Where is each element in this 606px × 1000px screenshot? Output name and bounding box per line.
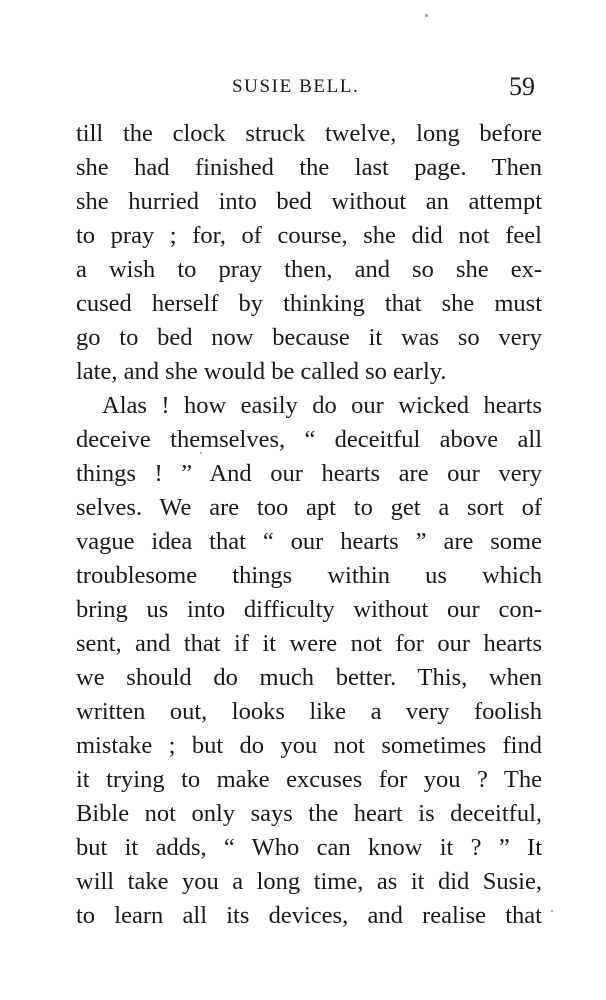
text-line: till the clock struck twelve, long before [76, 120, 542, 147]
text-line: written out, looks like a very foolish [76, 698, 542, 725]
paragraph-2 [76, 389, 542, 933]
text-line: she hurried into bed without an attempt [76, 188, 542, 215]
page-number: 59 [509, 72, 535, 101]
text-line: Alas ! how easily do our wicked hearts [102, 392, 542, 419]
text-line: it trying to make excuses for you ? The [76, 766, 542, 793]
text-line: cused herself by thinking that she must [76, 290, 542, 317]
text-line: to learn all its devices, and realise that [76, 902, 542, 929]
text-line: troublesome things within us which [76, 562, 542, 589]
text-line: bring us into difficulty without our con- [76, 596, 542, 623]
text-line: she had finished the last page. Then [76, 154, 542, 181]
running-title: SUSIE BELL. [232, 76, 360, 97]
text-line: to pray ; for, of course, she did not feel [76, 222, 542, 249]
text-line: late, and she would be called so early. [76, 358, 447, 385]
text-line: will take you a long time, as it did Susie, [76, 868, 542, 895]
text-line: vague idea that “ our hearts ” are some [76, 528, 542, 555]
text-line: sent, and that if it were not for our hearts [76, 630, 542, 657]
text-line: we should do much better. This, when [76, 664, 542, 691]
paragraph-1 [76, 117, 542, 389]
text-line: deceive themselves, “ deceitful above all [76, 426, 542, 453]
text-line: selves. We are too apt to get a sort of [76, 494, 542, 521]
body-text [76, 117, 542, 933]
text-line: but it adds, “ Who can know it ? ” It [76, 834, 542, 861]
text-line: things ! ” And our hearts are our very [76, 460, 542, 487]
text-line: go to bed now because it was so very [76, 324, 542, 351]
text-line: mistake ; but do you not sometimes find [76, 732, 542, 759]
paper-speck [551, 910, 553, 912]
text-line: Bible not only says the heart is deceitful, [76, 800, 542, 827]
text-line: a wish to pray then, and so she ex- [76, 256, 542, 283]
paper-speck [425, 14, 428, 17]
running-head [0, 72, 606, 106]
